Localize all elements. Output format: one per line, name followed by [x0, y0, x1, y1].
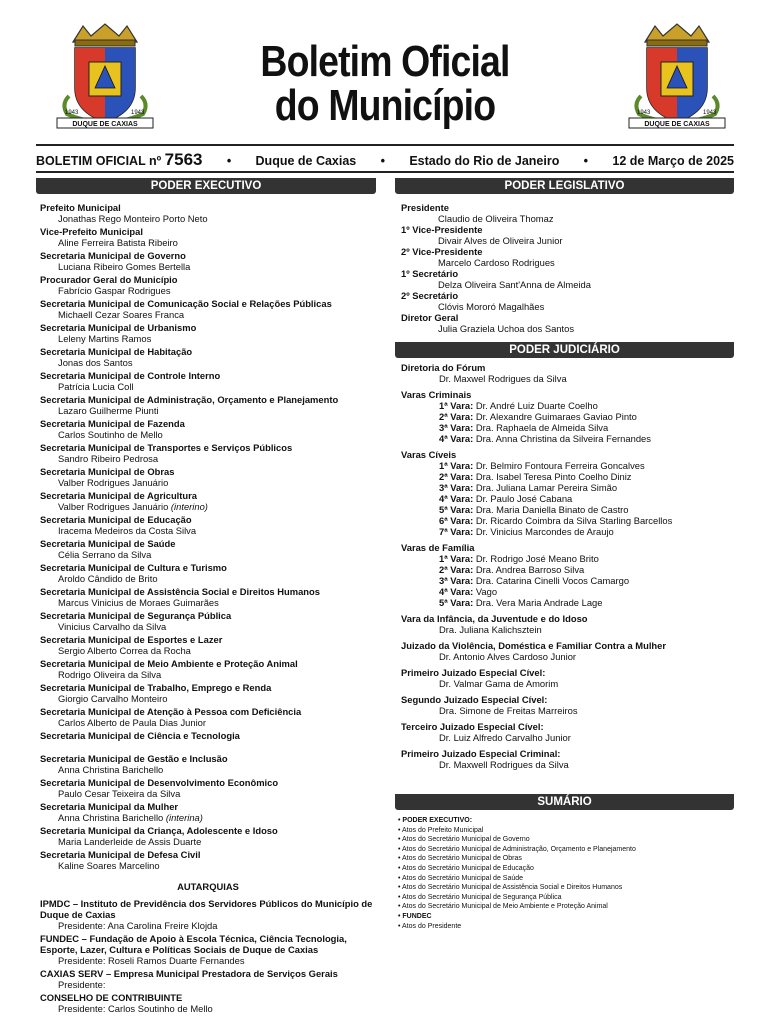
- executivo-entry: [40, 202, 376, 224]
- masthead-rule: [36, 171, 734, 173]
- diretoria-entry: [401, 362, 734, 384]
- vara-label: 2ª Vara:: [439, 471, 474, 482]
- vara-row: [401, 471, 734, 482]
- legislativo-entry: [401, 268, 734, 290]
- header-rule: [36, 144, 734, 146]
- holder-name: Kaline Soares Marcelino: [58, 860, 160, 871]
- executivo-entry: [40, 849, 376, 871]
- spacer: [40, 741, 376, 751]
- office-title: Secretaria Municipal de Comunicação Social e Relações Públicas: [40, 298, 332, 309]
- office-title: Secretaria Municipal de Fazenda: [40, 418, 185, 429]
- legislativo-entry: [401, 290, 734, 312]
- holder-name: Paulo Cesar Teixeira da Silva: [58, 788, 181, 799]
- vara-label: 4ª Vara:: [439, 433, 474, 444]
- holder-name: Patrícia Lucia Coll: [58, 381, 134, 392]
- executivo-entry: [40, 562, 376, 584]
- executivo-entry: [40, 538, 376, 560]
- vara-row: [401, 515, 734, 526]
- vara-row: [401, 526, 734, 537]
- holder-name: Marcus Vinicius de Moraes Guimarães: [58, 597, 219, 608]
- office-title: Presidente: [401, 202, 449, 213]
- vara-label: 1ª Vara:: [439, 553, 474, 564]
- vara-label: 3ª Vara:: [439, 482, 474, 493]
- juizado-title: Terceiro Juizado Especial Cível:: [401, 721, 544, 732]
- holder-name: Sandro Ribeiro Pedrosa: [58, 453, 159, 464]
- judge-name: Dra. Maria Daniella Binato de Castro: [475, 504, 629, 515]
- autarquia-entry: [40, 933, 376, 966]
- vara-label: 1ª Vara:: [439, 460, 474, 471]
- office-title: Diretor Geral: [401, 312, 459, 323]
- executivo-entry: [40, 658, 376, 680]
- executivo-column: [40, 202, 376, 1016]
- office-holder: [40, 429, 376, 440]
- office-holder: Claudio de Oliveira Thomaz: [438, 213, 554, 224]
- judge-name: Dr. Paulo José Cabana: [475, 493, 573, 504]
- executivo-entry: [40, 250, 376, 272]
- executivo-entry: [40, 274, 376, 296]
- vara-label: 5ª Vara:: [439, 504, 474, 515]
- executivo-entry: [40, 322, 376, 344]
- judge-name: Dra. Juliana Lamar Pereira Simão: [475, 482, 618, 493]
- sumario-item: • PODER EXECUTIVO:: [398, 816, 734, 826]
- title-line2: do Município: [274, 81, 496, 130]
- office-title: Secretaria Municipal de Transportes e Serviços Públicos: [40, 442, 293, 453]
- office-title: Secretaria Municipal de Desenvolvimento Econômico: [40, 777, 279, 788]
- judge-name: Dra. Andrea Barroso Silva: [475, 564, 585, 575]
- coat-of-arms-right: [627, 22, 727, 140]
- holder-name: Carlos Soutinho de Mello: [58, 429, 163, 440]
- sumario-item: • Atos do Secretário Municipal de Administração, Orçamento e Planejamento: [398, 845, 734, 855]
- office-holder: [40, 381, 376, 392]
- office-title: Secretaria Municipal de Assistência Social e Direitos Humanos: [40, 586, 320, 597]
- edition: [36, 150, 202, 170]
- office-holder: [40, 333, 376, 344]
- vara-group: [401, 542, 734, 608]
- vara-label: 2ª Vara:: [439, 564, 474, 575]
- crest-year: 1943: [703, 110, 717, 116]
- office-holder: [40, 812, 376, 823]
- sumario-item: • FUNDEC: [398, 912, 734, 922]
- legislativo-heading: PODER LEGISLATIVO: [395, 178, 734, 194]
- vara-label: 6ª Vara:: [439, 515, 474, 526]
- judge-name: Dr. Ricardo Coimbra da Silva Starling Barcellos: [475, 515, 673, 526]
- sumario-item: • Atos do Secretário Municipal de Governo: [398, 835, 734, 845]
- executivo-entry: [40, 394, 376, 416]
- office-holder: [40, 213, 376, 224]
- judge-name: Vago: [475, 586, 498, 597]
- office-title: Procurador Geral do Município: [40, 274, 178, 285]
- vara-group: [401, 449, 734, 537]
- office-holder: [40, 405, 376, 416]
- office-holder: [40, 645, 376, 656]
- holder-name: Fabrício Gaspar Rodrigues: [58, 285, 171, 296]
- office-title: Secretaria Municipal de Saúde: [40, 538, 176, 549]
- sumario-item: • Atos do Secretário Municipal de Saúde: [398, 874, 734, 884]
- crest-text: DUQUE DE CAXIAS: [644, 121, 710, 128]
- office-holder: [40, 669, 376, 680]
- holder-note: (interino): [170, 501, 208, 512]
- judge-name: Dr. Vinicius Marcondes de Araujo: [475, 526, 614, 537]
- holder-name: Sergio Alberto Correa da Rocha: [58, 645, 191, 656]
- judiciario-heading: PODER JUDICIÁRIO: [395, 342, 734, 358]
- vara-label: 4ª Vara:: [439, 493, 474, 504]
- holder-name: Célia Serrano da Silva: [58, 549, 152, 560]
- office-holder: [40, 836, 376, 847]
- holder-note: (interina): [165, 812, 203, 823]
- publication-title: [190, 37, 580, 130]
- vara-group-title: Varas de Família: [401, 542, 475, 553]
- edition-label: BOLETIM OFICIAL nº: [36, 154, 162, 168]
- vara-row: [401, 460, 734, 471]
- sumario-item: • Atos do Prefeito Municipal: [398, 826, 734, 836]
- executivo-entry: [40, 514, 376, 536]
- holder-name: Jonas dos Santos: [58, 357, 133, 368]
- juizado-title: Vara da Infância, da Juventude e do Idoso: [401, 613, 588, 624]
- office-title: Vice-Prefeito Municipal: [40, 226, 143, 237]
- autarquia-title: FUNDEC – Fundação de Apoio à Escola Técnica, Ciência Tecnologia, Esporte, Lazer, Cultura e Políticas Sociais de Duque de Caxias: [40, 933, 347, 955]
- judge-name: Dra. Catarina Cinelli Vocos Camargo: [475, 575, 630, 586]
- holder-name: Jonathas Rego Monteiro Porto Neto: [58, 213, 208, 224]
- bullet: •: [380, 154, 385, 168]
- judge-name: Dr. Rodrigo José Meano Brito: [475, 553, 599, 564]
- office-holder: [40, 261, 376, 272]
- holder-name: Michaell Cezar Soares Franca: [58, 309, 185, 320]
- judge-name: Dra. Raphaela de Almeida Silva: [475, 422, 609, 433]
- executivo-entry: [40, 682, 376, 704]
- edition-number: 7563: [164, 150, 203, 169]
- office-holder: [40, 573, 376, 584]
- juizado-title: Primeiro Juizado Especial Criminal:: [401, 748, 561, 759]
- office-holder: [40, 860, 376, 871]
- crest-year: 1943: [131, 110, 145, 116]
- executivo-entry: [40, 442, 376, 464]
- executivo-entry: [40, 801, 376, 823]
- judge-name: Dr. André Luiz Duarte Coelho: [475, 400, 598, 411]
- office-holder: [40, 788, 376, 799]
- sumario-item: • Atos do Presidente: [398, 922, 734, 932]
- executivo-entry: [40, 418, 376, 440]
- holder-name: Luciana Ribeiro Gomes Bertella: [58, 261, 191, 272]
- juizado-entry: [401, 694, 734, 716]
- bullet: •: [583, 154, 589, 168]
- vara-label: 1ª Vara:: [439, 400, 474, 411]
- office-holder: [40, 501, 376, 512]
- office-holder: [40, 477, 376, 488]
- holder-name: Aline Ferreira Batista Ribeiro: [58, 237, 178, 248]
- juizado-title: Juizado da Violência, Doméstica e Familiar Contra a Mulher: [401, 640, 667, 651]
- masthead: [36, 150, 734, 170]
- vara-row: [401, 553, 734, 564]
- executivo-entry: [40, 753, 376, 775]
- coat-of-arms-left: [55, 22, 155, 140]
- office-holder: [40, 357, 376, 368]
- vara-row: [401, 586, 734, 597]
- autarquia-entry: [40, 968, 376, 990]
- legislativo-entry: [401, 202, 734, 224]
- office-title: Prefeito Municipal: [40, 202, 121, 213]
- autarquia-title: IPMDC – Instituto de Previdência dos Servidores Públicos do Município de Duque de Caxias: [40, 898, 373, 920]
- office-title: Secretaria Municipal de Educação: [40, 514, 192, 525]
- office-title: Secretaria Municipal de Esportes e Lazer: [40, 634, 223, 645]
- sumario-item: • Atos do Secretário Municipal de Educação: [398, 864, 734, 874]
- holder-name: Anna Christina Barichello: [58, 812, 164, 823]
- vara-label: 3ª Vara:: [439, 575, 474, 586]
- sumario-item: • Atos do Secretário Municipal de Meio Ambiente e Proteção Animal: [398, 902, 734, 912]
- vara-row: [401, 482, 734, 493]
- office-title: Secretaria Municipal de Agricultura: [40, 490, 197, 501]
- holder-name: Valber Rodrigues Januário: [58, 477, 169, 488]
- legislativo-entry: [401, 312, 734, 334]
- judge-name: Dr. Belmiro Fontoura Ferreira Goncalves: [475, 460, 645, 471]
- vara-label: 5ª Vara:: [439, 597, 474, 608]
- vara-label: 4ª Vara:: [439, 586, 474, 597]
- holder-name: Iracema Medeiros da Costa Silva: [58, 525, 197, 536]
- office-holder: [40, 285, 376, 296]
- office-holder: [40, 237, 376, 248]
- judge-name: Dr. Alexandre Guimaraes Gaviao Pinto: [475, 411, 637, 422]
- sumario-heading: SUMÁRIO: [395, 794, 734, 810]
- juizado-entry: [401, 748, 734, 770]
- sumario-item: • Atos do Secretário Municipal de Assistência Social e Direitos Humanos: [398, 883, 734, 893]
- juizado-entry: [401, 721, 734, 743]
- executivo-entry: [40, 586, 376, 608]
- judge-name: Dra. Anna Christina da Silveira Fernandes: [475, 433, 651, 444]
- holder-name: Aroldo Cândido de Brito: [58, 573, 158, 584]
- office-holder: Divair Alves de Oliveira Junior: [438, 235, 563, 246]
- office-title: Secretaria Municipal de Ciência e Tecnologia: [40, 730, 240, 741]
- holder-name: Anna Christina Barichello: [58, 764, 164, 775]
- autarquia-entry: [40, 898, 376, 931]
- holder-name: Vinicius Carvalho da Silva: [58, 621, 167, 632]
- autarquia-president: Presidente: Ana Carolina Freire Klojda: [58, 920, 218, 931]
- executivo-entry: [40, 370, 376, 392]
- diretoria-name: Dr. Maxwel Rodrigues da Silva: [439, 373, 567, 384]
- vara-row: [401, 575, 734, 586]
- office-title: 1º Secretário: [401, 268, 459, 279]
- executivo-entry: [40, 466, 376, 488]
- judge-name: Dr. Luiz Alfredo Carvalho Junior: [439, 732, 571, 743]
- crest-year: 1943: [65, 110, 79, 116]
- office-holder: [40, 717, 376, 728]
- office-title: Secretaria Municipal de Administração, Orçamento e Planejamento: [40, 394, 339, 405]
- crest-year: 1943: [637, 110, 651, 116]
- autarquias-heading: AUTARQUIAS: [177, 881, 239, 892]
- judge-name: Dra. Simone de Freitas Marreiros: [439, 705, 578, 716]
- diretoria-title: Diretoria do Fórum: [401, 362, 486, 373]
- office-title: Secretaria Municipal de Gestão e Inclusão: [40, 753, 228, 764]
- vara-row: [401, 411, 734, 422]
- executivo-entry: [40, 346, 376, 368]
- vara-group: [401, 389, 734, 444]
- office-title: Secretaria Municipal de Defesa Civil: [40, 849, 201, 860]
- city: Duque de Caxias: [255, 154, 357, 168]
- sumario-list: [398, 816, 734, 931]
- juizado-entry: [401, 667, 734, 689]
- executivo-entry: [40, 706, 376, 728]
- vara-row: [401, 400, 734, 411]
- vara-row: [401, 493, 734, 504]
- executivo-entry: [40, 490, 376, 512]
- holder-name: Maria Landerleide de Assis Duarte: [58, 836, 202, 847]
- vara-row: [401, 597, 734, 608]
- state: Estado do Rio de Janeiro: [409, 154, 560, 168]
- vara-row: [401, 433, 734, 444]
- office-title: 1º Vice-Presidente: [401, 224, 483, 235]
- executivo-entry: [40, 298, 376, 320]
- office-title: 2º Secretário: [401, 290, 459, 301]
- executivo-entry: [40, 610, 376, 632]
- sumario-item: • Atos do Secretário Municipal de Segurança Pública: [398, 893, 734, 903]
- office-title: Secretaria Municipal de Cultura e Turismo: [40, 562, 227, 573]
- office-title: Secretaria Municipal de Atenção à Pessoa com Deficiência: [40, 706, 302, 717]
- autarquia-president: Presidente: Carlos Soutinho de Mello: [58, 1003, 213, 1014]
- holder-name: Giorgio Carvalho Monteiro: [58, 693, 168, 704]
- vara-label: 7ª Vara:: [439, 526, 474, 537]
- judge-name: Dr. Valmar Gama de Amorim: [439, 678, 559, 689]
- office-title: Secretaria Municipal da Criança, Adolescente e Idoso: [40, 825, 278, 836]
- vara-group-title: Varas Criminais: [401, 389, 472, 400]
- judge-name: Dra. Vera Maria Andrade Lage: [475, 597, 603, 608]
- date: 12 de Março de 2025: [612, 154, 734, 168]
- juizado-entry: [401, 640, 734, 662]
- office-holder: Julia Graziela Uchoa dos Santos: [438, 323, 575, 334]
- office-holder: [40, 309, 376, 320]
- juizado-title: Segundo Juizado Especial Cível:: [401, 694, 548, 705]
- office-title: Secretaria Municipal de Trabalho, Emprego e Renda: [40, 682, 272, 693]
- executivo-entry: [40, 777, 376, 799]
- judge-name: Dr. Antonio Alves Cardoso Junior: [439, 651, 577, 662]
- crest-text: DUQUE DE CAXIAS: [72, 121, 138, 128]
- executivo-entry: [40, 226, 376, 248]
- office-title: Secretaria Municipal de Obras: [40, 466, 175, 477]
- office-holder: [40, 453, 376, 464]
- holder-name: Rodrigo Oliveira da Silva: [58, 669, 162, 680]
- autarquia-president: Presidente: Roseli Ramos Duarte Fernandes: [58, 955, 245, 966]
- office-title: Secretaria Municipal de Urbanismo: [40, 322, 197, 333]
- office-holder: [40, 597, 376, 608]
- judiciario-column: [401, 362, 734, 775]
- executivo-entry: [40, 730, 376, 751]
- autarquia-title: CAXIAS SERV – Empresa Municipal Prestadora de Serviços Gerais: [40, 968, 338, 979]
- title-line1: Boletim Oficial: [260, 37, 510, 86]
- vara-label: 3ª Vara:: [439, 422, 474, 433]
- legislativo-entry: [401, 224, 734, 246]
- office-holder: [40, 764, 376, 775]
- juizado-title: Primeiro Juizado Especial Cível:: [401, 667, 546, 678]
- executivo-heading: PODER EXECUTIVO: [36, 178, 376, 194]
- holder-name: Lazaro Guilherme Piunti: [58, 405, 159, 416]
- judge-name: Dr. Maxwell Rodrigues da Silva: [439, 759, 569, 770]
- office-holder: Marcelo Cardoso Rodrigues: [438, 257, 555, 268]
- office-title: Secretaria Municipal da Mulher: [40, 801, 179, 812]
- office-holder: [40, 549, 376, 560]
- vara-group-title: Varas Cíveis: [401, 449, 457, 460]
- executivo-entry: [40, 634, 376, 656]
- sumario-item: • Atos do Secretário Municipal de Obras: [398, 854, 734, 864]
- office-title: Secretaria Municipal de Meio Ambiente e Proteção Animal: [40, 658, 298, 669]
- office-holder: [40, 693, 376, 704]
- office-holder: [40, 525, 376, 536]
- office-holder: [40, 621, 376, 632]
- office-holder: Clóvis Mororó Magalhães: [438, 301, 545, 312]
- legislativo-column: [401, 202, 734, 334]
- holder-name: Carlos Alberto de Paula Dias Junior: [58, 717, 206, 728]
- vara-row: [401, 564, 734, 575]
- vara-row: [401, 422, 734, 433]
- legislativo-entry: [401, 246, 734, 268]
- holder-name: Valber Rodrigues Januário: [58, 501, 169, 512]
- office-title: 2º Vice-Presidente: [401, 246, 483, 257]
- executivo-entry: [40, 825, 376, 847]
- judge-name: Dra. Juliana Kalichsztein: [439, 624, 542, 635]
- juizado-entry: [401, 613, 734, 635]
- autarquia-president: Presidente:: [58, 979, 106, 990]
- office-title: Secretaria Municipal de Controle Interno: [40, 370, 221, 381]
- autarquia-title: CONSELHO DE CONTRIBUINTE: [40, 992, 183, 1003]
- office-title: Secretaria Municipal de Governo: [40, 250, 186, 261]
- judge-name: Dra. Isabel Teresa Pinto Coelho Diniz: [475, 471, 632, 482]
- autarquia-entry: [40, 992, 376, 1014]
- office-holder: Delza Oliveira Sant'Anna de Almeida: [438, 279, 591, 290]
- holder-name: Leleny Martins Ramos: [58, 333, 152, 344]
- office-title: Secretaria Municipal de Segurança Pública: [40, 610, 232, 621]
- vara-row: [401, 504, 734, 515]
- office-title: Secretaria Municipal de Habitação: [40, 346, 193, 357]
- vara-label: 2ª Vara:: [439, 411, 474, 422]
- bullet: •: [226, 154, 232, 168]
